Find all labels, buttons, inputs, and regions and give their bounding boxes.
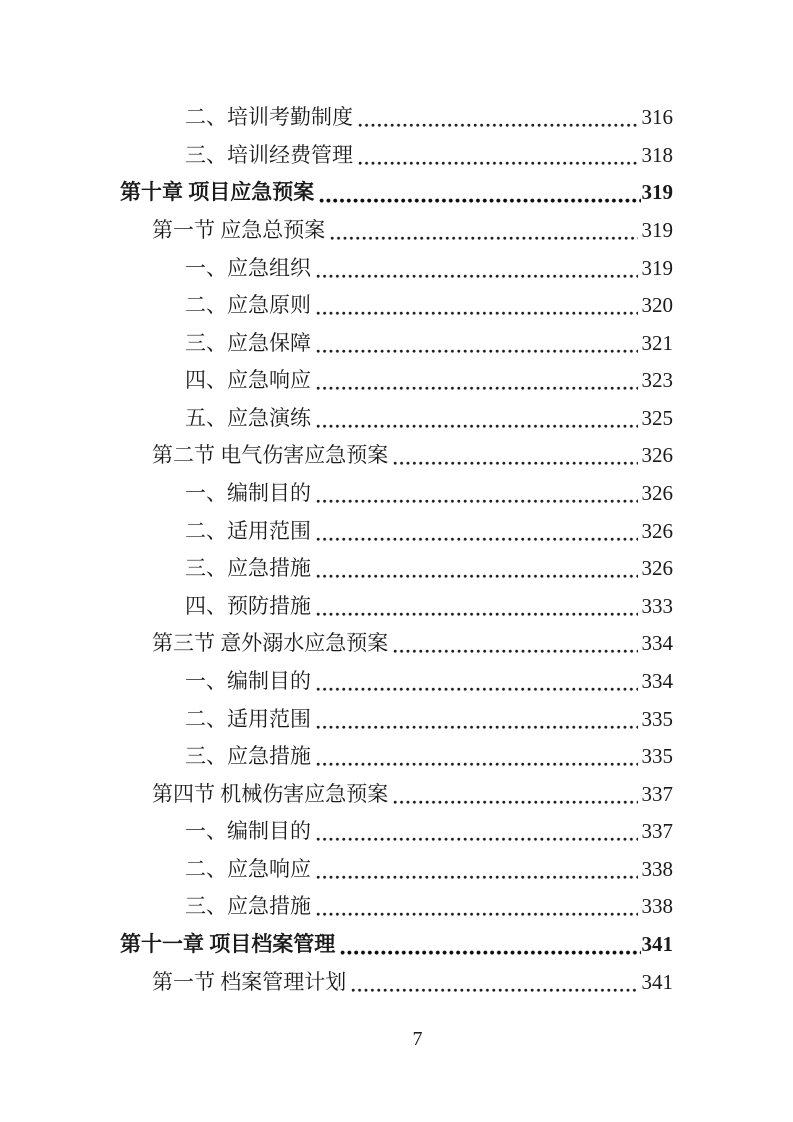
toc-entry-title: 第十章 项目应急预案: [120, 180, 315, 205]
dot-leader: [330, 236, 637, 241]
toc-entry-title: 四、应急响应: [185, 368, 311, 393]
toc-entry-page: 335: [641, 744, 673, 769]
toc-entry-title: 四、预防措施: [185, 593, 311, 618]
dot-leader: [316, 837, 638, 842]
dot-leader: [316, 499, 638, 504]
toc-entry-page: 335: [641, 706, 673, 731]
toc-entry: [120, 625, 673, 663]
toc-entry-title: 第四节 机械伤害应急预案: [152, 781, 389, 806]
dot-leader: [351, 988, 637, 993]
toc-entry-page: 338: [641, 894, 673, 919]
toc-entry-title: 二、应急原则: [185, 293, 311, 318]
toc-entry: [120, 888, 673, 926]
toc-entry: [120, 137, 673, 175]
toc-list: [120, 99, 673, 1001]
toc-entry: [120, 362, 673, 400]
toc-entry: [120, 926, 673, 964]
toc-entry: [120, 738, 673, 776]
toc-entry-title: 三、应急措施: [185, 744, 311, 769]
dot-leader: [316, 687, 638, 692]
dot-leader: [316, 349, 638, 354]
toc-entry: [120, 588, 673, 626]
toc-entry-title: 第三节 意外溺水应急预案: [152, 631, 389, 656]
dot-leader: [393, 461, 637, 466]
toc-entry-title: 一、编制目的: [185, 481, 311, 506]
dot-leader: [340, 950, 640, 956]
dot-leader: [316, 386, 638, 391]
toc-entry: [120, 512, 673, 550]
toc-entry-title: 一、编制目的: [185, 819, 311, 844]
dot-leader: [358, 123, 638, 128]
toc-entry: [120, 550, 673, 588]
dot-leader: [316, 612, 638, 617]
dot-leader: [393, 649, 637, 654]
toc-entry-title: 第二节 电气伤害应急预案: [152, 443, 389, 468]
dot-leader: [316, 912, 638, 917]
toc-entry-page: 326: [641, 518, 673, 543]
toc-entry: [120, 99, 673, 137]
toc-entry-title: 二、适用范围: [185, 706, 311, 731]
toc-entry-title: 二、培训考勤制度: [185, 105, 353, 130]
dot-leader: [316, 537, 638, 542]
toc-entry: [120, 249, 673, 287]
toc-entry: [120, 775, 673, 813]
toc-entry: [120, 813, 673, 851]
toc-entry: [120, 963, 673, 1001]
toc-entry-page: 334: [641, 631, 673, 656]
toc-entry-title: 第一节 档案管理计划: [152, 969, 347, 994]
toc-entry-page: 326: [641, 556, 673, 581]
toc-entry-page: 319: [641, 255, 673, 280]
toc-entry-page: 338: [641, 856, 673, 881]
dot-leader: [316, 424, 638, 429]
toc-entry-title: 五、应急演练: [185, 405, 311, 430]
toc-entry: [120, 663, 673, 701]
toc-entry-title: 第十一章 项目档案管理: [120, 932, 336, 956]
toc-entry-title: 三、应急措施: [185, 894, 311, 919]
dot-leader: [319, 198, 640, 204]
toc-entry-page: 341: [641, 932, 673, 956]
toc-entry-page: 320: [641, 293, 673, 318]
toc-entry: [120, 400, 673, 438]
toc-entry-title: 一、编制目的: [185, 668, 311, 693]
toc-entry-title: 一、应急组织: [185, 255, 311, 280]
toc-entry: [120, 174, 673, 212]
toc-entry: [120, 287, 673, 325]
toc-entry-page: 337: [641, 819, 673, 844]
dot-leader: [393, 800, 637, 805]
toc-entry-page: 318: [641, 142, 673, 167]
toc-entry-page: 337: [641, 781, 673, 806]
toc-entry-page: 321: [641, 330, 673, 355]
dot-leader: [316, 574, 638, 579]
toc-entry-title: 第一节 应急总预案: [152, 218, 326, 243]
toc-entry-title: 二、适用范围: [185, 518, 311, 543]
toc-entry-page: 334: [641, 668, 673, 693]
toc-entry: [120, 212, 673, 250]
toc-entry-page: 323: [641, 368, 673, 393]
toc-entry-page: 333: [641, 593, 673, 618]
toc-entry: [120, 437, 673, 475]
dot-leader: [358, 161, 638, 166]
toc-entry-title: 三、应急措施: [185, 556, 311, 581]
page-number: 7: [412, 1028, 423, 1050]
toc-entry-page: 326: [641, 443, 673, 468]
toc-entry-page: 341: [641, 969, 673, 994]
toc-entry-page: 319: [641, 180, 673, 205]
toc-entry: [120, 700, 673, 738]
toc-entry-page: 325: [641, 405, 673, 430]
toc-entry-page: 326: [641, 481, 673, 506]
toc-entry-title: 二、应急响应: [185, 856, 311, 881]
dot-leader: [316, 274, 638, 279]
toc-entry: [120, 324, 673, 362]
dot-leader: [316, 311, 638, 316]
toc-entry-page: 316: [641, 105, 673, 130]
toc-entry-title: 三、培训经费管理: [185, 142, 353, 167]
toc-entry: [120, 475, 673, 513]
toc-entry: [120, 851, 673, 889]
toc-entry-title: 三、应急保障: [185, 330, 311, 355]
dot-leader: [316, 762, 638, 767]
dot-leader: [316, 725, 638, 730]
dot-leader: [316, 875, 638, 880]
toc-entry-page: 319: [641, 218, 673, 243]
